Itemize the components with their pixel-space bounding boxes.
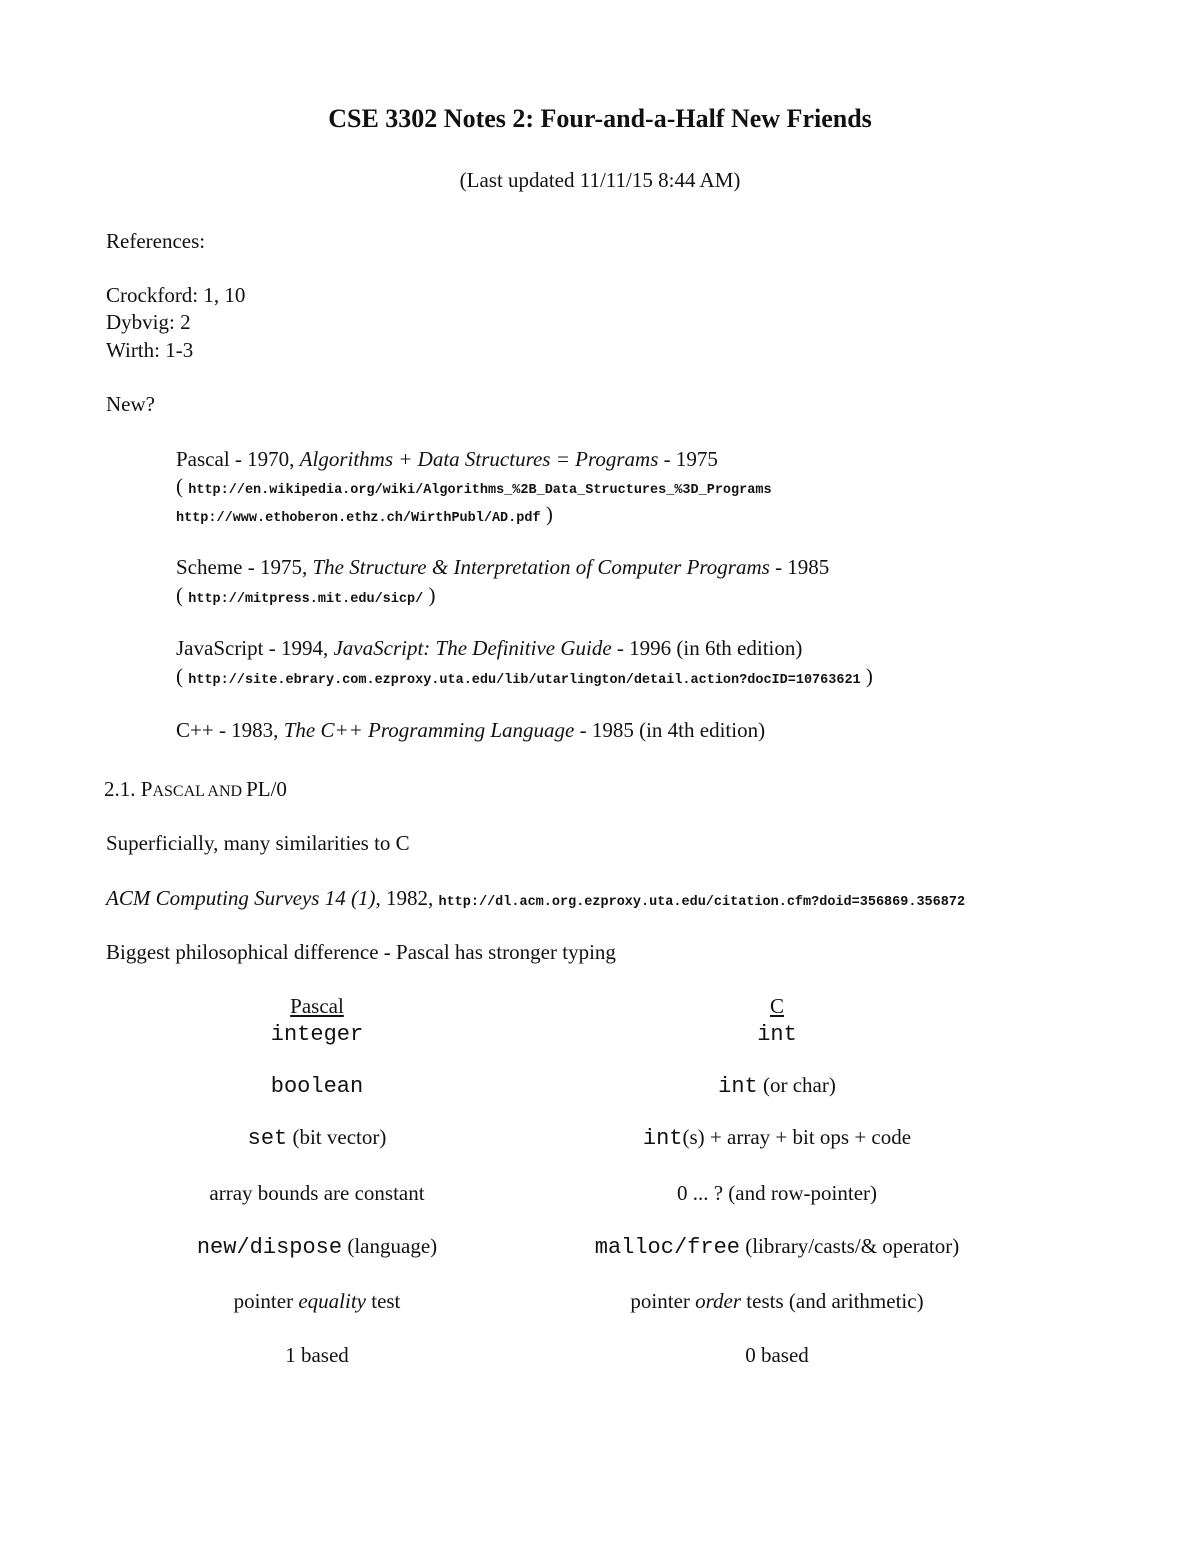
link-acm-citation[interactable]: http://dl.acm.org.ezproxy.uta.edu/citation.cfm?doid=356869.356872 xyxy=(438,895,966,910)
language-intro: JavaScript - 1994, xyxy=(176,636,334,660)
citation-journal: ACM Computing Surveys 14 (1) xyxy=(106,886,376,910)
language-book-year: - 1996 (in 6th edition) xyxy=(611,636,803,660)
link-mitpress-sicp[interactable]: http://mitpress.mit.edu/sicp/ xyxy=(188,592,424,607)
language-cpp xyxy=(176,718,765,743)
reference-dybvig: Dybvig: 2 xyxy=(106,310,191,334)
language-pascal xyxy=(176,447,718,472)
section-heading xyxy=(104,777,287,802)
javascript-links-line xyxy=(176,664,873,689)
comparison-row-right xyxy=(577,1234,977,1260)
book-title: JavaScript: The Definitive Guide xyxy=(333,636,612,660)
citation-year: , 1982, xyxy=(375,886,439,910)
book-title: The Structure & Interpretation of Computer Programs xyxy=(312,555,770,579)
comparison-row-left xyxy=(117,1073,517,1099)
language-book-year: - 1975 xyxy=(658,447,718,471)
pascal-text: (language) xyxy=(342,1234,438,1258)
book-title: Algorithms + Data Structures = Programs xyxy=(299,447,659,471)
language-scheme xyxy=(176,555,829,580)
pascal-text: (bit vector) xyxy=(287,1125,387,1149)
c-column-header: C xyxy=(769,994,784,1018)
references-heading: References: xyxy=(106,229,206,253)
c-code: int xyxy=(642,1126,683,1151)
pascal-links-line-1 xyxy=(176,474,772,499)
c-pre: pointer xyxy=(630,1289,696,1313)
reference-crockford: Crockford: 1, 10 xyxy=(106,283,246,307)
pascal-code: boolean xyxy=(270,1074,364,1099)
language-book-year: - 1985 xyxy=(769,555,830,579)
pascal-post: test xyxy=(365,1289,401,1313)
c-code: malloc/free xyxy=(594,1235,740,1260)
close-paren: ) xyxy=(423,583,436,607)
comparison-row-left xyxy=(117,1289,517,1314)
comparison-row-left xyxy=(117,1234,517,1260)
c-code: int xyxy=(757,1022,797,1047)
c-text: 0 based xyxy=(745,1343,809,1367)
citation-line xyxy=(106,886,965,911)
scheme-links-line xyxy=(176,583,435,608)
pascal-text: 1 based xyxy=(285,1343,349,1367)
open-paren: ( xyxy=(176,474,189,498)
open-paren: ( xyxy=(176,664,189,688)
comparison-row-right xyxy=(577,1289,977,1314)
comparison-row-left xyxy=(117,1125,517,1151)
comparison-row-right xyxy=(577,1073,977,1099)
pascal-links-line-2 xyxy=(176,502,553,527)
comparison-row-right xyxy=(577,1021,977,1047)
c-text: 0 ... ? (and row-pointer) xyxy=(676,1181,877,1205)
comparison-row-left xyxy=(117,1343,517,1369)
section-small-caps: ASCAL AND xyxy=(152,783,247,800)
close-paren: ) xyxy=(860,664,873,688)
comparison-row-right xyxy=(577,1343,977,1369)
para-similarities: Superficially, many similarities to C xyxy=(106,831,410,855)
close-paren: ) xyxy=(540,502,553,526)
pascal-text: array bounds are constant xyxy=(209,1181,425,1205)
page-title: CSE 3302 Notes 2: Four-and-a-Half New Friends xyxy=(328,104,872,133)
pascal-code: new/dispose xyxy=(196,1235,343,1260)
comparison-row-left xyxy=(117,1181,517,1207)
pascal-pre: pointer xyxy=(233,1289,299,1313)
pascal-code: set xyxy=(247,1126,288,1151)
c-text: (s) + array + bit ops + code xyxy=(682,1125,912,1149)
language-intro: Pascal - 1970, xyxy=(176,447,300,471)
reference-wirth: Wirth: 1-3 xyxy=(106,338,194,362)
section-pl0: PL/0 xyxy=(246,777,287,801)
open-paren: ( xyxy=(176,583,189,607)
new-heading: New? xyxy=(106,392,155,416)
comparison-row-right xyxy=(577,1181,977,1207)
pascal-code: integer xyxy=(270,1022,364,1047)
c-text: (or char) xyxy=(757,1073,836,1097)
para-typing: Biggest philosophical difference - Pascal has stronger typing xyxy=(106,940,616,964)
c-code: int xyxy=(718,1074,758,1099)
comparison-row-right xyxy=(577,1125,977,1151)
book-title: The C++ Programming Language xyxy=(283,718,575,742)
section-number: 2.1. xyxy=(104,777,141,801)
comparison-row-left xyxy=(117,1021,517,1047)
link-ebrary-javascript-guide[interactable]: http://site.ebrary.com.ezproxy.uta.edu/lib/utarlington/detail.action?docID=10763621 xyxy=(188,673,861,688)
section-cap-initial: P xyxy=(140,777,153,801)
pascal-column-header: Pascal xyxy=(290,994,344,1018)
language-javascript xyxy=(176,636,802,661)
language-intro: Scheme - 1975, xyxy=(176,555,313,579)
pascal-emphasis: equality xyxy=(298,1289,366,1313)
language-intro: C++ - 1983, xyxy=(176,718,284,742)
language-book-year: - 1985 (in 4th edition) xyxy=(574,718,766,742)
link-wikipedia-ads-programs[interactable]: http://en.wikipedia.org/wiki/Algorithms_%2B_Data_Structures_%3D_Programs xyxy=(188,483,772,498)
last-updated: (Last updated 11/11/15 8:44 AM) xyxy=(459,168,741,192)
c-emphasis: order xyxy=(695,1289,742,1313)
c-text: (library/casts/& operator) xyxy=(739,1234,960,1258)
c-post: tests (and arithmetic) xyxy=(741,1289,924,1313)
link-ethoberon-ad-pdf[interactable]: http://www.ethoberon.ethz.ch/WirthPubl/AD.pdf xyxy=(176,511,541,526)
